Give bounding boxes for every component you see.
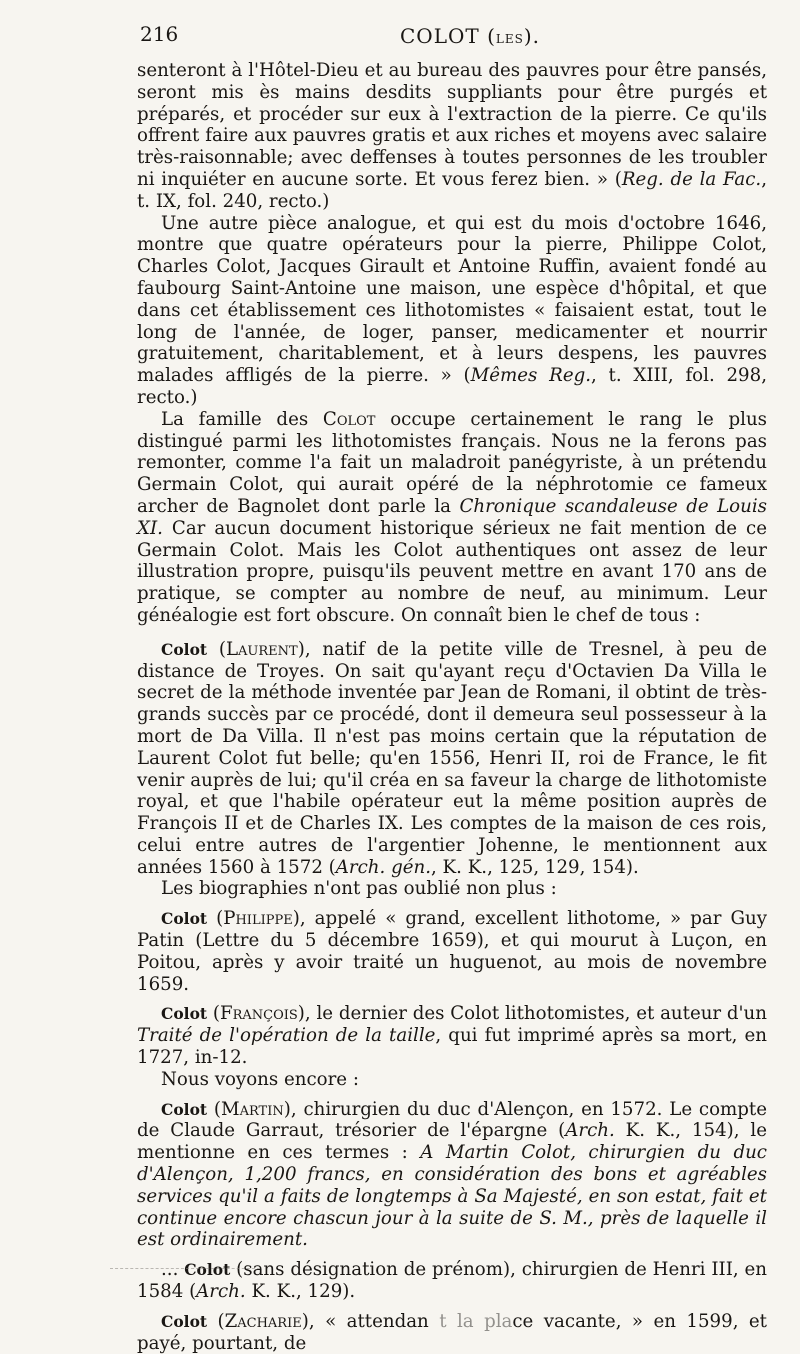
entry-zacharie: Colot (Zacharie), « attendan t la place vacante, » en 1599, et payé, pourtant, de <box>137 1310 767 1354</box>
entry-firstname: Philippe <box>223 908 293 930</box>
entry-firstname: Laurent <box>225 638 298 660</box>
treatise-title: Traité de l'opération de la taille <box>137 1025 436 1047</box>
paragraph-colot-family: La famille des Colot occupe certainement le rang le plus distingué parmi les lithotomistes français. Nous ne la ferons pas remonter, comme l'a fait un maladroit panégyriste, à un prétendu Germain Colot, qui aurait opéré de la néphrotomie ce fameux archer de Bagnolet dont parle la Chronique scandaleuse de Louis XI. Car aucun document historique sérieux ne fait mention de ce Germain Colot. Mais les Colot authentiques ont assez de leur illustration propre, puisqu'ils peuvent mettre en avant 170 ans de pratique, se compter au nombre de neuf, au minimum. Leur généalogie est fort obscure. On connaît bien le chef de tous : <box>137 408 767 626</box>
reference-italic: Reg. de la Fac. <box>621 168 762 190</box>
entry-firstname: François <box>219 1003 298 1025</box>
entry-surname: Colot <box>184 1260 231 1280</box>
text-body <box>137 60 767 1354</box>
entry-surname: Colot <box>161 1311 208 1331</box>
chronicle-title: Chronique scandaleuse de Louis XI. <box>137 495 767 539</box>
entry-martin: Colot (Martin), chirurgien du duc d'Alençon, en 1572. Le compte de Claude Garraut, trésorier de l'épargne (Arch. K. K., 154), le mentionne en ces termes : A Martin Colot, chirurgien du duc d'Alençon, 1,200 francs, en considération des bons et agréables services qu'il a faits de longtemps à Sa Majesté, en son estat, fait et continue encore chascun jour à la suite de S. M., près de laquelle il est ordinairement. <box>137 1098 767 1251</box>
family-name: Colot <box>322 408 376 430</box>
reference-italic: Mêmes Reg. <box>470 365 592 387</box>
entry-laurent: Colot (Laurent), natif de la petite ville de Tresnel, à peu de distance de Troyes. On sait qu'ayant reçu d'Octavien Da Villa le secret de la méthode inventée par Jean de Romani, il obtint de très-grands succès par ce procédé, dont il demeura seul possesseur à la mort de Da Villa. Il n'est pas moins certain que la réputation de Laurent Colot fut belle; qu'en 1556, Henri II, roi de France, le fit venir auprès de lui; qu'il créa en sa faveur la charge de lithotomiste royal, et que l'habile opérateur eut la même position auprès de François II et de Charles IX. Les comptes de la maison de ces rois, celui entre autres de l'argentier Johenne, le mentionnent aux années 1560 à 1572 (Arch. gén., K. K., 125, 129, 154). <box>137 638 767 878</box>
quotation-italic: A Martin Colot, chirurgien du duc d'Alençon, 1,200 francs, en considération des bons et agréables services qu'il a faits de longtemps à Sa Majesté, en son estat, fait et continue encore chascun jour à la suite de S. M., près de laquelle il est ordinairement. <box>137 1142 767 1251</box>
entry-surname: Colot <box>161 1099 208 1119</box>
entry-firstname: Martin <box>220 1098 284 1120</box>
paragraph-continued: senteront à l'Hôtel-Dieu et au bureau des pauvres pour être pansés, seront mis ès mains desdits suppliants pour être purgés et préparés, et procéder sur eux à l'extraction de la pierre. Ce qu'ils offrent faire aux pauvres gratis et aux riches et moyens avec salaire très-raisonnable; avec deffenses à toutes personnes de les troubler ni inquiéter en aucune sorte. Et vous ferez bien. » (Reg. de la Fac., t. IX, fol. 240, recto.) <box>137 60 767 212</box>
voyons-line: Nous voyons encore : <box>161 1068 359 1090</box>
entry-unnamed: ... Colot (sans désignation de prénom), chirurgien de Henri III, en 1584 (Arch. K. K., 129). <box>137 1259 767 1303</box>
paragraph-analogous-piece: Une autre pièce analogue, et qui est du mois d'octobre 1646, montre que quatre opérateurs pour la pierre, Philippe Colot, Charles Colot, Jacques Girault et Antoine Ruffin, avaient fondé au faubourg Saint-Antoine une maison, une espèce d'hôpital, et que dans cet établissement ces lithotomistes « faisaient estat, tout le long de l'année, de loger, panser, medicamenter et nourrir gratuitement, charitablement, et à leurs despens, les pauvres malades affligés de la pierre. » (Mêmes Reg., t. XIII, fol. 298, recto.) <box>137 212 767 408</box>
running-title: COLOT (les). <box>400 24 541 48</box>
biographies-line: Les biographies n'ont pas oublié non plus : <box>161 878 557 900</box>
entry-surname: Colot <box>161 639 208 659</box>
illegible-fragment: t la pla <box>439 1310 513 1332</box>
footer-rule <box>110 1268 260 1269</box>
entry-surname: Colot <box>161 1004 208 1024</box>
entry-surname: Colot <box>161 909 208 929</box>
page-number: 216 <box>140 22 179 46</box>
entry-philippe: Colot (Philippe), appelé « grand, excellent lithotome, » par Guy Patin (Lettre du 5 décembre 1659), et qui mourut à Luçon, en Poitou, après y avoir traité un huguenot, au mois de novembre 1659. <box>137 908 767 995</box>
entry-francois: Colot (François), le dernier des Colot lithotomistes, et auteur d'un Traité de l'opération de la taille, qui fut imprimé après sa mort, en 1727, in-12. <box>137 1003 767 1069</box>
running-header <box>140 22 760 54</box>
entry-firstname: Zacharie <box>224 1310 302 1332</box>
